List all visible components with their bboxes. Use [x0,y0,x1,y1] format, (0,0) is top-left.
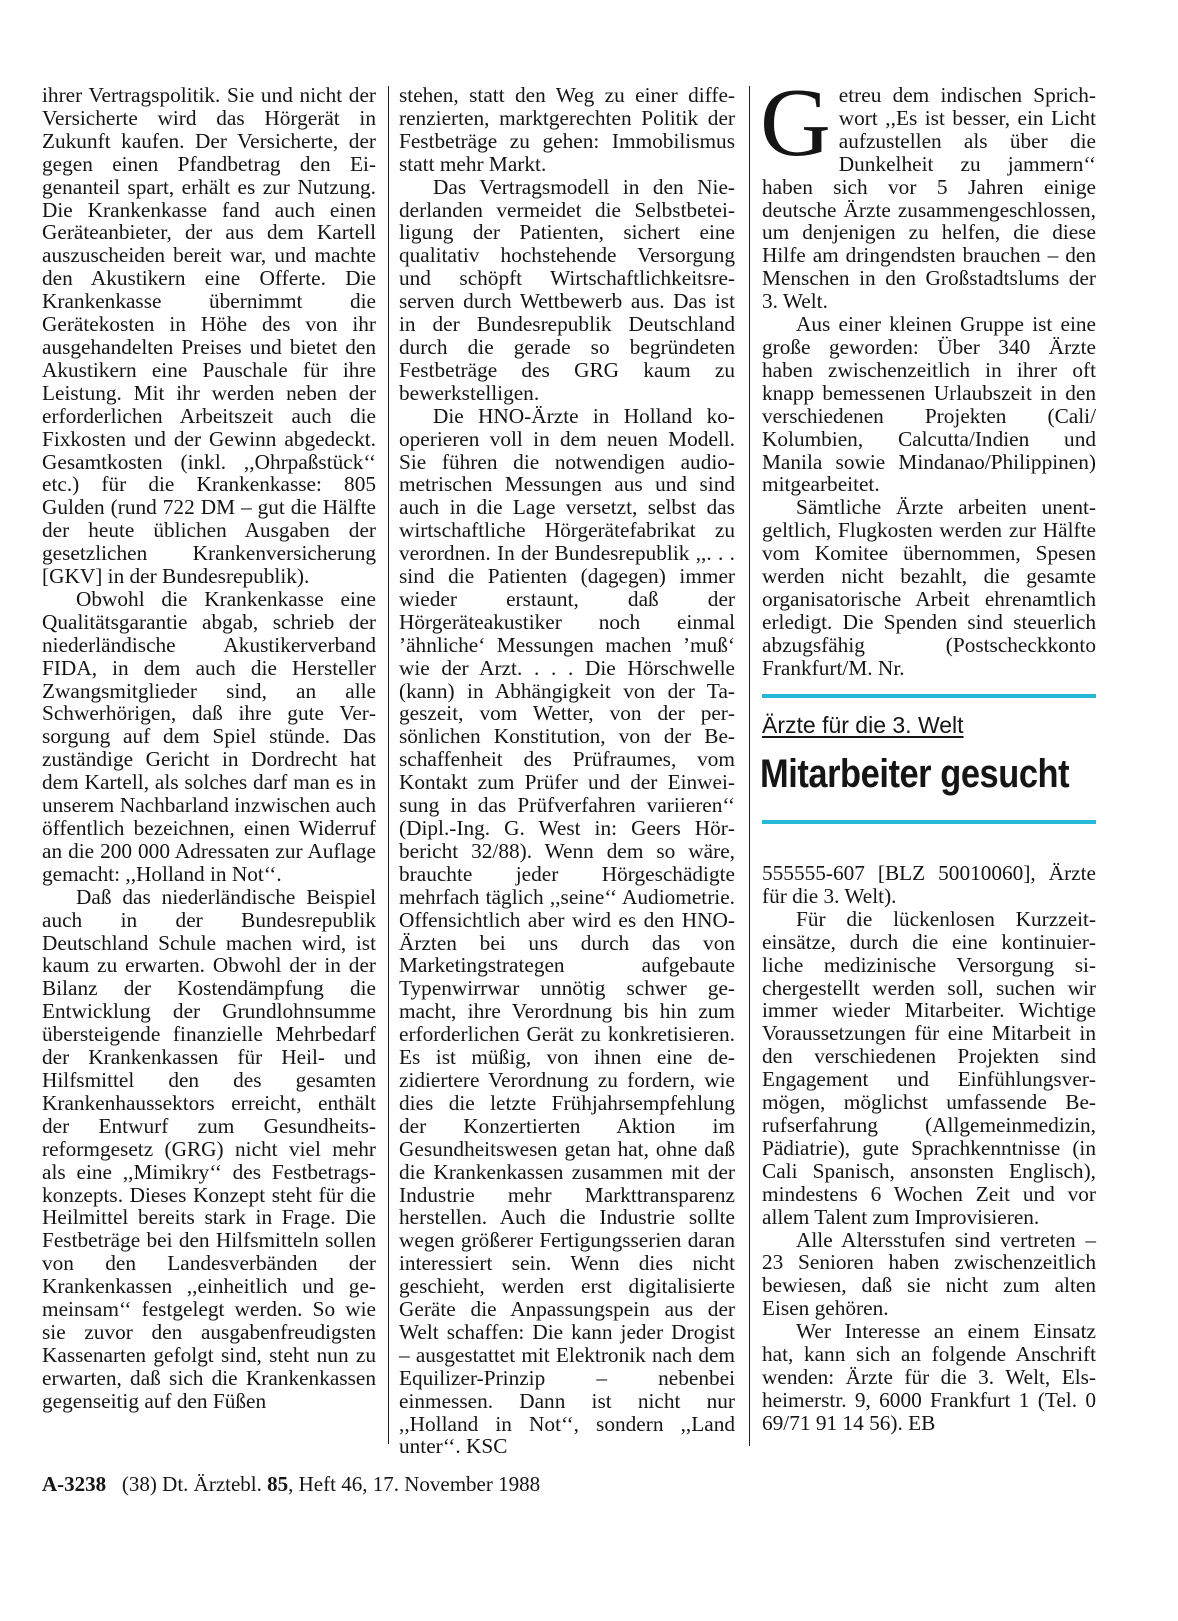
column-divider-2 [749,86,750,1446]
paragraph: Für die lückenlosen Kurzzeiteinsätze, durch die eine kontinuierliche medizinische Versorgung sichergestellt werden soll, suchen wir immer wieder Mitarbeiter. Wichtige Voraussetzungen für eine Mitarbeit in den verschiedenen Projekten sind Engagement und Einfühlungsvermögen, möglichst umfassende Berufserfahrung (Allgemeinmedizin, Pädiatrie), gute Sprachkenntnisse (in Cali Spanisch, ansonsten Englisch), mindestens 6 Wochen Zeit und vor allem Talent zum Improvisieren. [762,906,1096,1229]
article-column-2 [399,84,735,1458]
article-column-3 [760,69,1096,680]
article-column-1 [42,84,376,1413]
section-rule-top [762,694,1096,698]
paragraph: 555555-607 [BLZ 50010060], Ärzte für die 3. Welt). [762,861,1096,908]
article-column-3-continued [762,862,1096,1435]
paragraph: ihrer Vertragspolitik. Sie und nicht der Versicherte wird das Hörgerät in Zukunft kaufen. Der Versicherte, der gegen einen Pfandbetrag den Eigenanteil spart, erhält es zur Nutzung. Die Krankenkasse fand auch einen Geräteanbieter, der aus dem Kartell auszuscheiden bereit war, und machte den Akustikern eine Offerte. Die Krankenkasse übernimmt die Gerätekosten in Höhe des von ihr ausgehandelten Preises und bietet den Akustikern eine Pauschale für ihre Leistung. Mit ihr werden neben der erforderlichen Arbeitszeit auch die Fixkosten und der Gewinn abgedeckt. Gesamtkosten (inkl. ,,Ohrpaßstück‘‘ etc.) für die Krankenkasse: 805 Gulden (rund 722 DM – gut die Hälfte der heute üblichen Ausgaben der gesetzlichen Krankenversicherung [GKV] in der Bundesrepublik). [42,83,376,589]
paragraph: Alle Altersstufen sind vertreten – 23 Senioren haben zwischenzeitlich bewiesen, daß sie nicht zum alten Eisen gehören. [762,1227,1096,1321]
drop-cap: G [760,69,831,177]
paragraph: Sämtliche Ärzte arbeiten unentgeltlich, Flugkosten werden zur Hälfte vom Komitee übernommen, Spesen werden nicht bezahlt, die gesamte organisatorische Arbeit ehrenamtlich erledigt. Die Spenden sind steuerlich abzugsfähig (Postscheckkonto Frankfurt/M. Nr. [762,495,1096,680]
paragraph: Daß das niederländische Beispiel auch in der Bundesrepublik Deutschland Schule machen wird, ist kaum zu erwarten. Obwohl der in der Bilanz der Kostendämpfung die Entwicklung der Grundlohnsumme übersteigende finanzielle Mehrbedarf der Krankenkassen für Heil- und Hilfsmittel den des gesamten Krankenhaussektors erreicht, enthält der Entwurf zum Gesundheitsreformgesetz (GRG) nicht viel mehr als eine ,,Mimikry‘‘ des Festbetragskonzepts. Dieses Konzept steht für die Heilmittel bereits stark in Frage. Die Festbeträge bei den Hilfsmitteln sollen von den Landesverbänden der Krankenkassen ,,einheitlich und gemeinsam‘‘ festgelegt werden. So wie sie zuvor den ausgabenfreudigsten Kassenarten gefolgt sind, steht nun zu erwarten, daß sich die Krankenkassen gegenseitig auf den Füßen [42,884,376,1413]
section-rule-bottom [762,820,1096,824]
page-footer [42,1472,540,1497]
paragraph: Das Vertragsmodell in den Niederlanden vermeidet die Selbstbeteiligung der Patienten, sichert eine qualitativ hochstehende Versorgung und schöpft Wirtschaftlichkeitsreserven durch Wettbewerb aus. Das ist in der Bundesrepublik Deutschland durch die gerade so begründeten Festbeträge des GRG kaum zu bewerkstelligen. [399,174,735,405]
section-headline: Mitarbeiter gesucht [760,752,1070,796]
paragraph: Obwohl die Krankenkasse eine Qualitätsgarantie abgab, schrieb der niederländische Akustikerverband FIDA, in dem auch die Hersteller Zwangsmitglieder sind, an alle Schwerhörigen, daß ihre gute Versorgung auf dem Spiel stünde. Das zuständige Gericht in Dordrecht hat dem Kartell, als solches darf man es in unserem Nachbarland inzwischen auch öffentlich bezeichnen, einen Widerruf an die 200 000 Adressaten zur Auflage gemacht: ,,Holland in Not‘‘. [42,586,376,886]
paragraph [760,69,1096,314]
paragraph: Aus einer kleinen Gruppe ist eine große geworden: Über 340 Ärzte haben zwischenzeitlich in ihrer oft knapp bemessenen Urlaubszeit in den verschiedenen Projekten (Cali/ Kolumbien, Calcutta/Indien und Manila sowie Mindanao/Philippinen) mitgearbeitet. [762,312,1096,497]
paragraph: Die HNO-Ärzte in Holland kooperieren voll in dem neuen Modell. Sie führen die notwendigen audiometrischen Messungen aus und sind auch in die Lage versetzt, selbst das wirtschaftliche Hörgerätefabrikat zu verordnen. In der Bundesrepublik ,,. . . sind die Patienten (dagegen) immer wieder erstaunt, daß der Hörgeräteakustiker noch einmal ’ähnliche‘ Messungen machen ’muß‘ wie der Arzt. . . . Die Hörschwelle (kann) in Abhängigkeit von der Tageszeit, vom Wetter, von der persönlichen Konstitution, von der Beschaffenheit des Prüfraumes, vom Kontakt zum Prüfer und der Einweisung in das Prüfverfahren variieren‘‘ (Dipl.-Ing. G. West in: Geers Hörbericht 32/88). Wenn dem so wäre, brauchte jeder Hörgeschädigte mehrfach täglich ,,seine‘‘ Audiometrie. Offensichtlich aber wird es den HNO-Ärzten bei uns durch das von Marketingstrategen aufgebaute Typenwirrwar unnötig schwer gemacht, ihre Verordnung bis hin zum erforderlichen Gerät zu konkretisieren. Es ist müßig, von ihnen eine dezidiertere Verordnung zu fordern, wie dies die letzte Frühjahrsempfehlung der Konzertierten Aktion im Gesundheitswesen getan hat, ohne daß die Krankenkassen zusammen mit der Industrie mehr Markttransparenz herstellen. Auch die Industrie sollte wegen größerer Fertigungsserien daran interessiert sein. Wenn dies nicht geschieht, werden erst digitalisierte Geräte die Anpassungspein aus der Welt schaffen: Die kann jeder Drogist – ausgestattet mit Elektronik nach dem Equilizer-Prinzip – nebenbei einmessen. Dann ist nicht nur ,,Holland in Not‘‘, sondern ,,Land unter‘‘. KSC [399,403,735,1459]
paragraph: stehen, statt den Weg zu einer differenzierten, marktgerechten Politik der Festbeträge zu gehen: Immobilismus statt mehr Markt. [399,83,735,176]
column-divider-1 [388,86,389,1444]
page-number: A-3238 [42,1472,107,1496]
paragraph: Wer Interesse an einem Einsatz hat, kann sich an folgende Anschrift wenden: Ärzte für die 3. Welt, Elsheimerstr. 9, 6000 Frankfurt 1 (Tel. 0 69/71 91 14 56). EB [762,1319,1096,1435]
journal-name: (38) Dt. Ärztebl. [121,1472,262,1496]
volume-number: 85 [267,1472,289,1496]
issue-date: , Heft 46, 17. November 1988 [288,1472,541,1496]
paragraph-text: etreu dem indischen Sprichwort ,,Es ist besser, ein Licht aufzustellen als über die Dunkelheit zu jammern‘‘ haben sich vor 5 Jahren einige deutsche Ärzte zusammengeschlossen, um denjenigen zu helfen, die diese Hilfe am dringendsten brauchen – den Menschen in den Großstadtslums der 3. Welt. [762,83,1096,314]
section-kicker: Ärzte für die 3. Welt [762,712,964,738]
